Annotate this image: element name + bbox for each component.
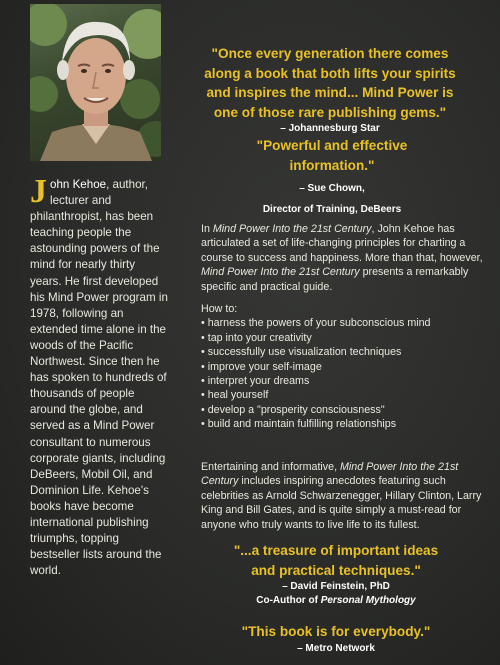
attribution-book-title: Personal Mythology <box>320 595 416 607</box>
intro-text: In <box>201 223 213 235</box>
quote-text: "...a treasure of important ideas and practical techniques." <box>233 543 439 578</box>
quote-sue-chown <box>238 136 426 217</box>
author-bio <box>30 173 168 579</box>
quote-attribution: – Metro Network <box>297 642 375 654</box>
quote-text: "Powerful and effective information." <box>256 138 408 173</box>
closing-text: Entertaining and informative, <box>201 461 341 473</box>
quote-attribution: – Sue Chown, <box>299 183 365 195</box>
list-item: • improve your self-image <box>201 360 491 374</box>
quote-metro-network <box>222 622 450 656</box>
list-item: • harness the powers of your subconscious mind <box>201 316 491 330</box>
author-portrait-image <box>30 4 161 161</box>
book-title: Mind Power Into the 21st Century <box>201 266 360 279</box>
quote-david-feinstein <box>222 541 450 608</box>
how-to-heading: How to: <box>201 303 238 315</box>
list-item: • tap into your creativity <box>201 331 491 345</box>
intro-text: presents a remarkably specific and practical guide. <box>201 266 469 293</box>
drop-cap: J <box>30 173 47 210</box>
quote-text: "This book is for everybody." <box>241 624 431 639</box>
closing-paragraph <box>201 460 491 532</box>
closing-text: includes inspiring anecdotes featuring such celebrities as Arnold Schwarzenegger, Hillary Clinton, Larry King and Bill Gates, and is quite simply a must-read for anyone who truly wants to live life to its fullest. <box>201 475 482 531</box>
quote-text: "Once every generation there comes along a book that both lifts your spirits and inspires the mind... Mind Power is one of those rare publishing gems." <box>204 46 456 120</box>
list-item: • successfully use visualization techniques <box>201 345 491 359</box>
list-item: • heal yourself <box>201 388 491 402</box>
list-item: • interpret your dreams <box>201 374 491 388</box>
quote-attribution-title <box>222 594 450 608</box>
list-item: • develop a "prosperity consciousness" <box>201 403 491 417</box>
author-photo <box>30 4 161 161</box>
how-to-list <box>201 302 491 432</box>
list-item: • build and maintain fulfilling relationships <box>201 417 491 431</box>
author-name: ohn Kehoe <box>50 178 107 191</box>
quote-attribution: – Johannesburg Star <box>280 123 380 135</box>
intro-paragraph <box>201 222 491 294</box>
book-title: Mind Power Into the 21st Century <box>212 223 372 235</box>
quote-johannesburg-star <box>196 44 464 136</box>
quote-attribution: – David Feinstein, PhD <box>282 581 390 593</box>
book-title: Mind Power Into the 21st Century <box>201 461 459 488</box>
quote-attribution-title: Director of Training, DeBeers <box>262 204 402 216</box>
attribution-prefix: Co-Author of <box>256 595 321 607</box>
intro-text: , John Kehoe has articulated a set of life-changing principles for charting a course to success and happiness. More than that, however, <box>201 223 483 264</box>
author-bio-text: , author, lecturer and philanthropist, has been teaching people the astounding powers of the mind for nearly thirty years. He first developed his Mind Power program in 1978, following an extended time alone in the woods of the Pacific Northwest. Since then he has spoken to hundreds of thousands of people around the globe, and served as a Mind Power consultant to numerous corporate giants, including DeBeers, Mobil Oil, and Dominion Life. Kehoe's books have become international publishing triumphs, topping bestseller lists around the world. <box>30 178 168 578</box>
